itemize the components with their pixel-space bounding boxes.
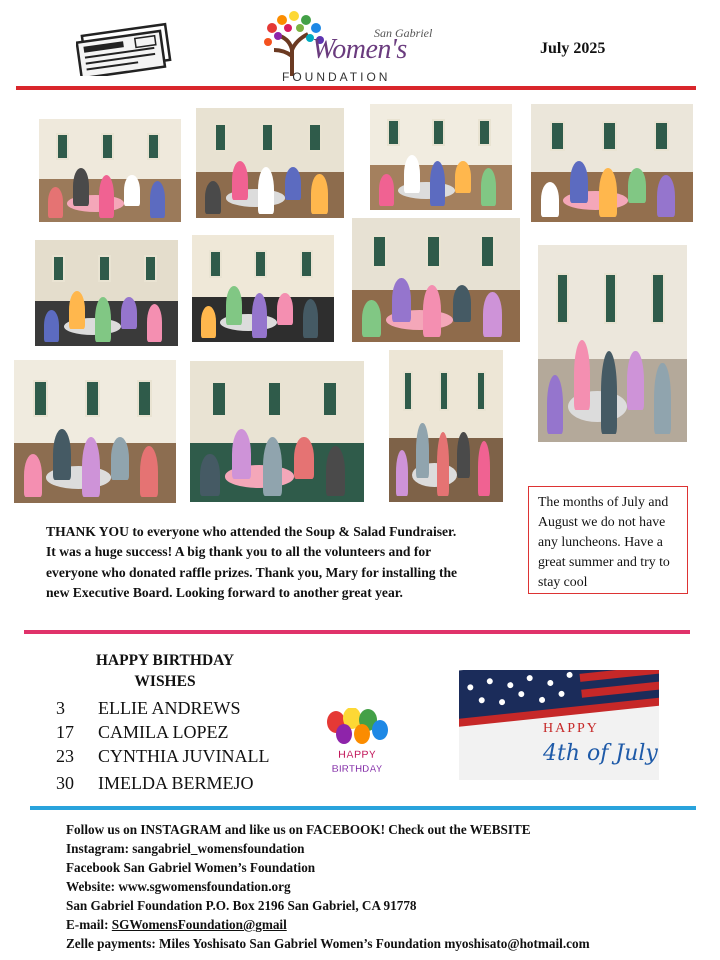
photo-person [263,437,282,496]
photo-person [437,432,450,496]
photo-person [574,340,590,411]
footer-zelle: Zelle payments: Miles Yoshisato San Gabriel Women’s Foundation myoshisato@hotmail.com [66,936,590,951]
photo-person [599,168,617,218]
event-photo [35,240,178,346]
photo-window [651,273,664,324]
summer-note: The months of July and August we do not have any luncheons. Have a great summer and try to stay cool [528,486,688,594]
email-label: E-mail: [66,917,112,932]
photo-person [111,437,129,480]
photo-person [147,304,163,342]
birthday-day: 17 [56,722,74,742]
photo-person [252,293,268,338]
flag-text-happy: HAPPY [543,721,599,736]
photo-person [232,161,248,201]
photo-window [300,250,313,278]
event-photo [39,119,181,222]
photo-person [311,174,327,214]
flag-text-july: 4th of July [543,741,658,766]
photo-person [24,454,42,497]
balloon-text-birthday: BIRTHDAY [331,764,383,775]
photo-person [423,285,441,337]
photo-person [82,437,100,497]
photo-person [547,375,563,434]
footer-website[interactable]: Website: www.sgwomensfoundation.org [66,879,291,894]
photo-window [439,371,449,411]
photo-person [205,181,221,214]
photo-window [261,123,274,152]
photo-window [33,380,48,417]
photo-window [267,381,283,418]
birthday-row [56,746,269,767]
issue-date: July 2025 [540,40,606,57]
logo-small-text: San Gabriel [374,26,433,40]
event-photo [352,218,520,342]
photo-person [326,446,345,497]
birthday-day: 23 [56,746,74,766]
photo-person [99,175,115,218]
photo-person [396,450,409,496]
photo-person [232,429,251,480]
photo-window [654,121,669,152]
photo-person [73,168,89,205]
birthday-name: IMELDA BERMEJO [98,773,254,793]
event-photo [531,104,693,222]
photo-window [56,133,69,160]
event-photo [389,350,503,502]
photo-person [201,306,217,338]
photo-window [432,119,445,147]
photo-window [476,371,486,411]
divider-blue [30,806,696,810]
photo-person [478,441,491,496]
birthday-row [56,773,254,794]
photo-window [137,380,152,417]
photo-person [226,286,242,325]
event-photo [196,108,344,218]
photo-person [95,297,111,342]
photo-window [322,381,338,418]
photo-window [602,121,617,152]
photo-person [654,363,670,434]
photo-window [556,273,569,324]
photo-person [481,168,497,206]
foundation-logo [262,10,437,82]
photo-person [379,174,395,206]
photo-window [209,250,222,278]
photo-person [258,167,274,213]
footer-follow: Follow us on INSTAGRAM and like us on FACEBOOK! Check out the WEBSITE [66,822,531,837]
divider-pink [24,630,690,634]
photo-person [200,454,219,496]
event-photo [14,360,176,503]
photo-person [140,446,158,497]
photo-person [44,310,60,342]
event-photo [190,361,364,502]
photo-person [455,161,471,193]
photo-person [541,182,559,217]
photo-person [48,187,64,218]
photo-window [308,123,321,152]
event-photo [370,104,512,210]
thank-you-message: THANK YOU to everyone who attended the Soup & Salad Fundraiser. It was a huge success! A big thank you to all the volunteers and for everyone who donated raffle prizes. Thank you, Mary for installing the new Executive Board. Looking forward to another great year. [46,524,458,601]
photo-person [294,437,313,479]
footer-email-line [66,917,287,933]
photo-window [604,273,617,324]
photo-window [101,133,114,160]
birthday-balloons-icon [322,708,392,782]
event-photo [192,235,334,342]
photo-window [85,380,100,417]
photo-person [277,293,293,325]
newspaper-icon [76,20,174,76]
birthday-row [56,722,229,743]
photo-window [211,381,227,418]
photo-window [480,235,495,267]
photo-person [69,291,85,329]
photo-person [627,351,643,410]
photo-window [147,133,160,160]
photo-person [362,300,380,337]
footer-address: San Gabriel Foundation P.O. Box 2196 San Gabriel, CA 91778 [66,898,417,913]
birthday-title-line2: WISHES [134,673,196,690]
birthday-name: CAMILA LOPEZ [98,722,229,742]
email-link[interactable]: SGWomensFoundation@gmail [111,917,287,932]
birthday-row [56,698,240,719]
logo-main-text: Women's [312,34,407,65]
divider-red [16,86,696,90]
logo-sub-text: FOUNDATION [282,70,391,84]
birthday-day: 3 [56,698,65,718]
photo-window [144,255,157,283]
photo-person [483,292,501,337]
photo-window [372,235,387,267]
photo-person [121,297,137,329]
photo-person [303,299,319,338]
photo-window [478,119,491,147]
photo-person [430,161,446,206]
photo-window [426,235,441,267]
photo-person [601,351,617,434]
birthday-name: ELLIE ANDREWS [98,698,241,718]
photo-window [254,250,267,278]
photo-window [214,123,227,152]
photo-person [53,429,71,480]
footer-facebook[interactable]: Facebook San Gabriel Women’s Foundation [66,860,316,875]
photo-person [285,167,301,200]
balloon-text-happy: HAPPY [338,749,376,761]
photo-person [657,175,675,217]
birthday-title-line1: HAPPY BIRTHDAY [95,652,235,669]
photo-person [457,432,470,478]
photo-person [453,285,471,322]
photo-window [52,255,65,283]
event-photo [538,245,687,442]
photo-window [98,255,111,283]
photo-person [404,155,420,193]
footer-instagram[interactable]: Instagram: sangabriel_womensfoundation [66,841,305,856]
birthday-title [80,650,250,692]
birthday-name: CYNTHIA JUVINALL [98,746,270,766]
photo-window [550,121,565,152]
photo-person [570,161,588,203]
photo-person [392,278,410,323]
photo-person [628,168,646,203]
birthday-day: 30 [56,773,74,793]
photo-person [416,423,429,478]
photo-person [124,175,140,206]
photo-window [387,119,400,147]
photo-window [403,371,413,411]
fourth-of-july-image [459,670,659,780]
photo-person [150,181,166,218]
